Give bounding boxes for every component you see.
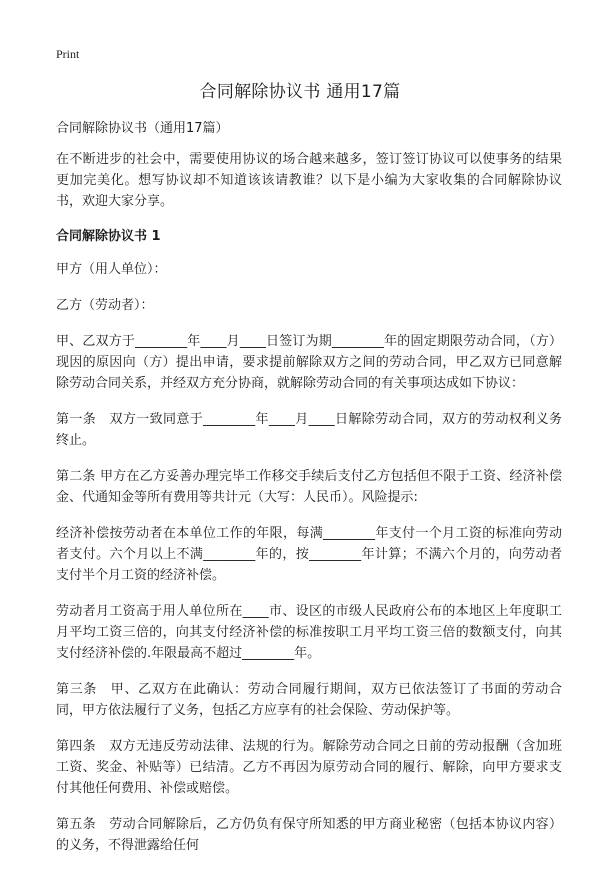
party-a-line: 甲方（用人单位）： [56, 262, 167, 277]
document-subtitle: 合同解除协议书（通用17篇） [56, 121, 229, 136]
document-body [56, 119, 562, 871]
intro-paragraph: 在不断进步的社会中，需要使用协议的场合越来越多，签订签订协议可以使事务的结果更加完美化。想写协议却不知道该该请教谁？以下是小编为大家收集的合同解除协议书，欢迎大家分享。 [56, 152, 562, 209]
compensation-rule-paragraph: 经济补偿按劳动者在本单位工作的年限，每满________年支付一个月工资的标准向劳动者支付。六个月以上不满________年的，按________年计算；不满六个月的，向劳动者支付半个月工资的经济补偿。 [56, 526, 562, 583]
wage-cap-rule-paragraph: 劳动者月工资高于用人单位所在____市、设区的市级人民政府公布的本地区上年度职工月平均工资三倍的，向其支付经济补偿的标准按职工月平均工资三倍的数额支付，向其支付经济补偿的.年限最高不超过________年。 [56, 604, 562, 661]
preamble-paragraph: 甲、乙双方于________年____月____日签订为期________年的固定期限劳动合同，（方）现因的原因向（方）提出申请，要求提前解除双方之间的劳动合同，甲乙双方已同意解除劳动合同关系，并经双方充分协商，就解除劳动合同的有关事项达成如下协议： [56, 334, 562, 391]
article-4: 第四条 双方无违反劳动法律、法规的行为。解除劳动合同之日前的劳动报酬（含加班工资、奖金、补贴等）已结清。乙方不再因为原劳动合同的履行、解除，向甲方要求支付其他任何费用、补偿或赔偿。 [56, 739, 562, 796]
page-title: 合同解除协议书 通用17篇 [199, 82, 401, 102]
article-5: 第五条 劳动合同解除后，乙方仍负有保守所知悉的甲方商业秘密（包括本协议内容）的义务，不得泄露给任何 [56, 817, 562, 853]
print-link[interactable]: Print [56, 47, 80, 61]
article-2: 第二条 甲方在乙方妥善办理完毕工作移交手续后支付乙方包括但不限于工资、经济补偿金、代通知金等所有费用等共计元（大写：人民币）。风险提示: [56, 469, 562, 505]
party-b-line: 乙方（劳动者）： [56, 298, 154, 313]
article-1: 第一条 双方一致同意于________年____月____日解除劳动合同，双方的劳动权利义务终止。 [56, 412, 562, 448]
article-3: 第三条 甲、乙双方在此确认：劳动合同履行期间，双方已依法签订了书面的劳动合同，甲方依法履行了义务，包括乙方应享有的社会保险、劳动保护等。 [56, 682, 562, 718]
section-heading: 合同解除协议书 1 [56, 229, 161, 244]
